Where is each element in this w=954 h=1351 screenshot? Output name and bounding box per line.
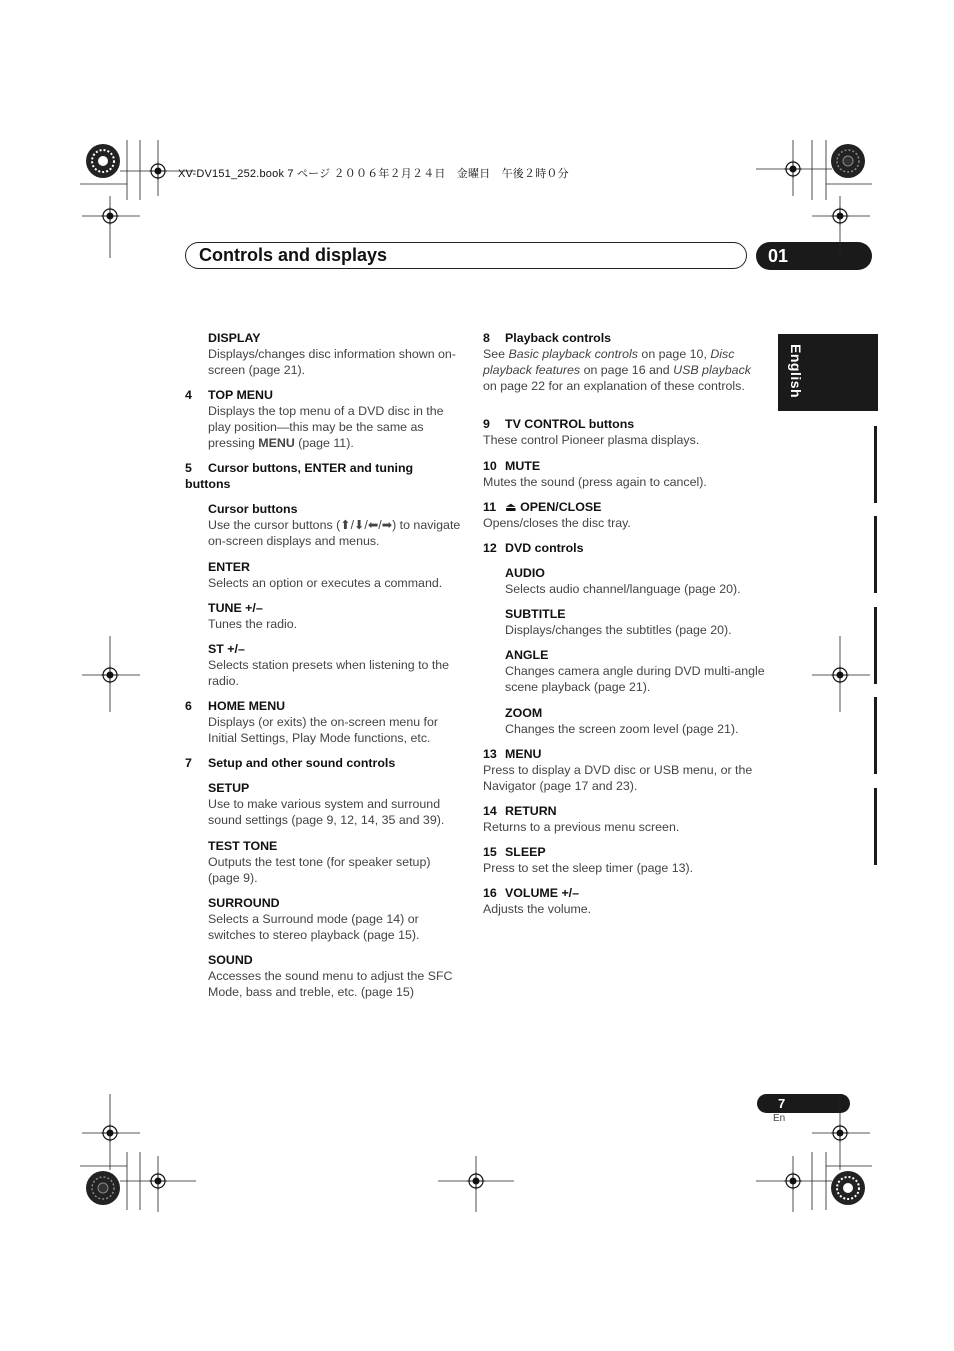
entry-mute (483, 458, 763, 490)
entry-subtitle (483, 606, 768, 638)
entry-home-menu (185, 698, 465, 746)
entry-number: 4 (185, 388, 192, 402)
entry-number: 15 (483, 845, 497, 859)
entry-tv-control (483, 416, 763, 448)
entry-test-tone (185, 838, 465, 886)
entry-dvd-controls (483, 540, 763, 556)
entry-volume (483, 885, 763, 917)
chapter-number: 01 (768, 246, 789, 266)
entry-description: Displays/changes the subtitles (page 20). (505, 623, 732, 637)
entry-heading: ENTER (208, 560, 250, 574)
entry-heading: Playback controls (505, 331, 612, 345)
entry-heading: DVD controls (505, 541, 584, 555)
entry-number: 9 (483, 417, 490, 431)
entry-description: Adjusts the volume. (483, 902, 592, 916)
entry-description: Changes camera angle during DVD multi-angle scene playback (page 21). (505, 664, 765, 694)
entry-number: 12 (483, 541, 497, 555)
entry-heading: TOP MENU (208, 388, 273, 402)
entry-heading: ZOOM (505, 706, 543, 720)
entry-description: Use the cursor buttons (⬆/⬇/⬅/➡) to navigate on-screen displays and menus. (208, 518, 461, 548)
entry-audio (483, 565, 768, 597)
entry-heading: HOME MENU (208, 699, 286, 713)
entry-number: 11 (483, 500, 497, 514)
entry-description: Changes the screen zoom level (page 21). (505, 722, 739, 736)
page-language: En (773, 1113, 786, 1124)
entry-heading: SUBTITLE (505, 607, 566, 621)
entry-zoom (483, 705, 768, 737)
thumb-index-bar (874, 788, 877, 865)
entry-description: See Basic playback controls on page 10, Disc playback features on page 16 and USB playback on page 22 for an explanation of these controls. (483, 347, 751, 393)
entry-description: Tunes the radio. (208, 617, 298, 631)
entry-open-close (483, 499, 763, 531)
entry-number: 8 (483, 331, 490, 345)
entry-heading: MENU (505, 747, 542, 761)
entry-number: 6 (185, 699, 192, 713)
entry-description: Accesses the sound menu to adjust the SFC Mode, bass and treble, etc. (page 15) (208, 969, 453, 999)
entry-heading: ST +/– (208, 642, 245, 656)
entry-description: Press to set the sleep timer (page 13). (483, 861, 694, 875)
entry-display (185, 330, 465, 378)
entry-description: Displays (or exits) the on-screen menu for Initial Settings, Play Mode functions, etc. (208, 715, 439, 745)
entry-heading: SLEEP (505, 845, 546, 859)
entry-heading: AUDIO (505, 566, 545, 580)
entry-number: 10 (483, 459, 497, 473)
entry-description: These control Pioneer plasma displays. (483, 433, 700, 447)
entry-description: Selects audio channel/language (page 20). (505, 582, 741, 596)
entry-heading: SOUND (208, 953, 253, 967)
entry-return (483, 803, 763, 835)
language-tab-label: English (788, 344, 804, 399)
entry-description: Displays the top menu of a DVD disc in the play position—this may be the same as pressing MENU (page 11). (208, 404, 444, 450)
entry-sound (185, 952, 465, 1000)
entry-number: 16 (483, 886, 497, 900)
entry-heading: TV CONTROL buttons (505, 417, 635, 431)
thumb-index-bar (874, 426, 877, 503)
entry-description: Opens/closes the disc tray. (483, 516, 631, 530)
entry-cursor-buttons (185, 501, 465, 549)
entry-heading: ⏏ OPEN/CLOSE (505, 500, 602, 514)
entry-description: Returns to a previous menu screen. (483, 820, 680, 834)
thumb-index-bar (874, 697, 877, 774)
entry-heading: DISPLAY (208, 331, 261, 345)
entry-sleep (483, 844, 763, 876)
entry-top-menu (185, 387, 465, 451)
entry-description: Outputs the test tone (for speaker setup) (page 9). (208, 855, 431, 885)
print-file-header: XV-DV151_252.book 7 ページ ２００６年２月２４日 金曜日 午後２時０分 (178, 168, 569, 180)
entry-tune (185, 600, 465, 632)
entry-heading: ANGLE (505, 648, 549, 662)
entry-description: Selects an option or executes a command. (208, 576, 443, 590)
entry-menu (483, 746, 758, 794)
page-number: 7 (778, 1096, 786, 1111)
entry-heading: MUTE (505, 459, 541, 473)
entry-description: Selects a Surround mode (page 14) or switches to stereo playback (page 15). (208, 912, 420, 942)
entry-heading: SURROUND (208, 896, 280, 910)
entry-description: Displays/changes disc information shown on-screen (page 21). (208, 347, 456, 377)
entry-heading: TUNE +/– (208, 601, 263, 615)
entry-cursor-group (185, 460, 425, 492)
entry-st (185, 641, 465, 689)
entry-heading: RETURN (505, 804, 557, 818)
entry-playback-controls (483, 330, 758, 394)
entry-number: 13 (483, 747, 497, 761)
entry-setup-group (185, 755, 465, 771)
entry-setup (185, 780, 465, 828)
entry-number: 7 (185, 756, 192, 770)
entry-description: Selects station presets when listening to the radio. (208, 658, 450, 688)
entry-number: 14 (483, 804, 497, 818)
entry-enter (185, 559, 475, 591)
thumb-index-bar (874, 516, 877, 593)
entry-description: Mutes the sound (press again to cancel). (483, 475, 707, 489)
entry-heading: Cursor buttons, ENTER and tuning buttons (185, 461, 414, 491)
entry-angle (483, 647, 765, 695)
thumb-index-bar (874, 607, 877, 684)
entry-heading: TEST TONE (208, 839, 278, 853)
entry-surround (185, 895, 465, 943)
entry-heading: SETUP (208, 781, 250, 795)
entry-description: Use to make various system and surround sound settings (page 9, 12, 14, 35 and 39). (208, 797, 445, 827)
entry-heading: VOLUME +/– (505, 886, 580, 900)
entry-description: Press to display a DVD disc or USB menu, or the Navigator (page 17 and 23). (483, 763, 753, 793)
entry-heading: Setup and other sound controls (208, 756, 396, 770)
page-number-badge (757, 1094, 850, 1113)
section-title: Controls and displays (199, 245, 388, 265)
entry-heading: Cursor buttons (208, 502, 298, 516)
entry-number: 5 (185, 461, 192, 475)
